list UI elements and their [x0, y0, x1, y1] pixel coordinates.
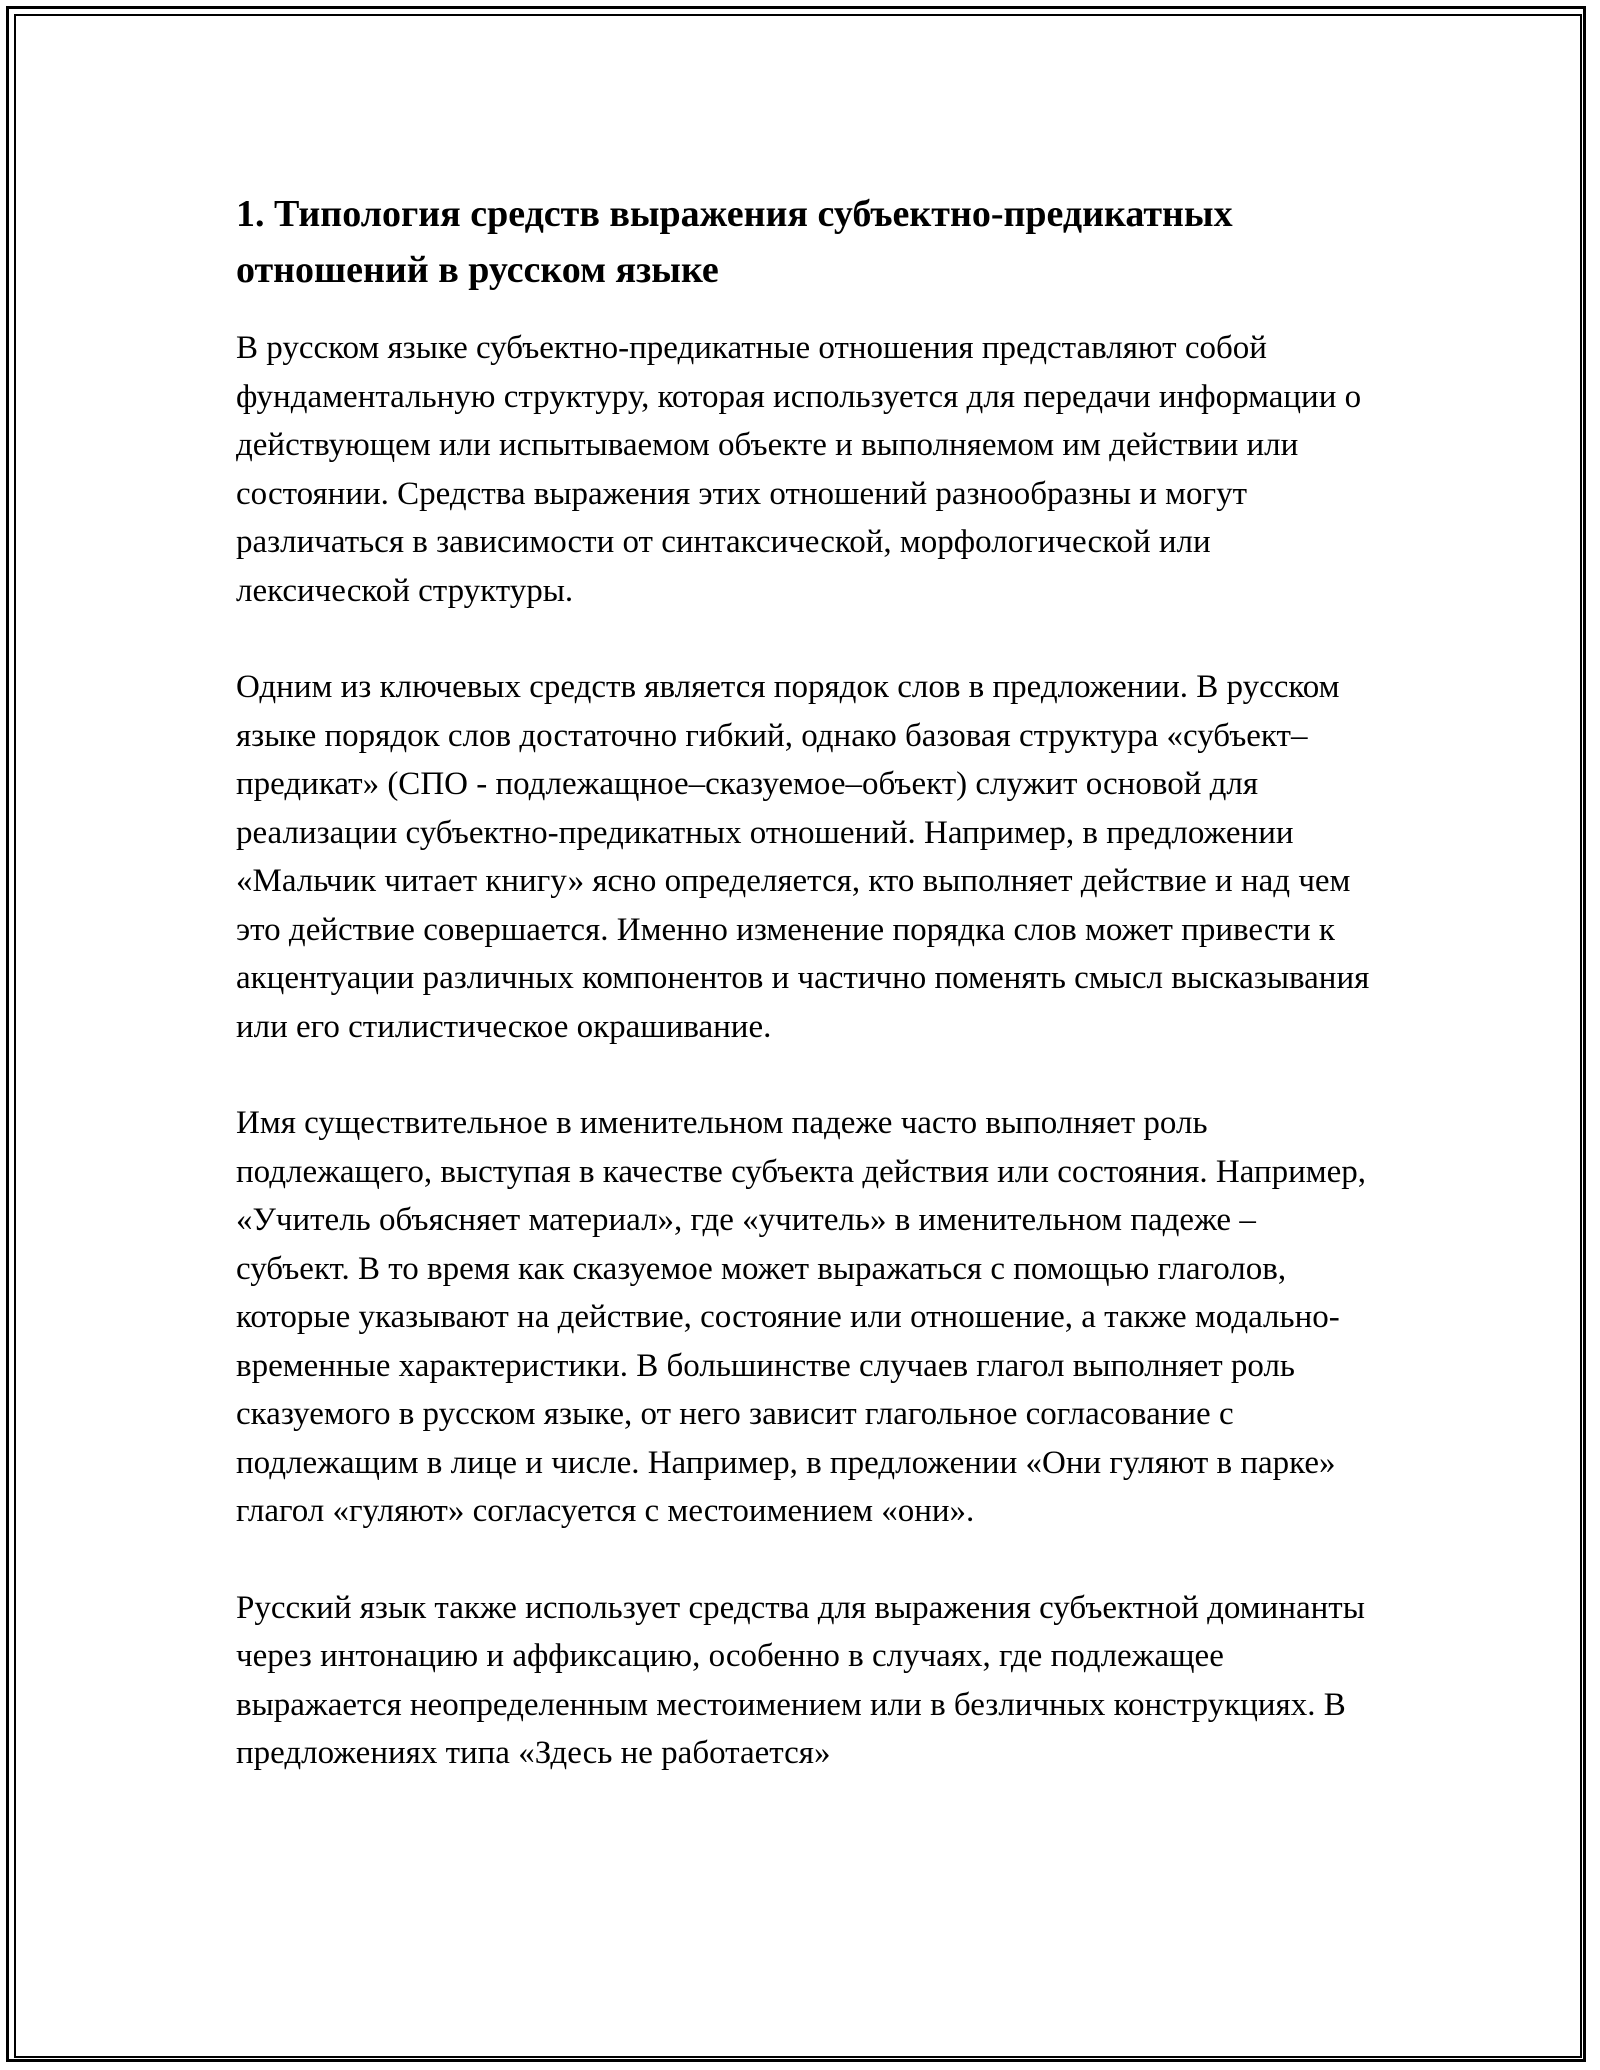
section-heading: 1. Типология средств выражения субъектно-предикатных отношений в русском языке [236, 193, 1233, 291]
paragraph-2: Одним из ключевых средств является порядок слов в предложении. В русском языке порядок слов достаточно гибкий, однако базовая структура «субъект–предикат» (СПО - подлежащное–сказуемое–объект) служит основой для реализации субъектно-предикатных отношений. Например, в предложении «Мальчик читает книгу» ясно определяется, кто выполняет действие и над чем это действие совершается. Именно изменение порядка слов может привести к акцентуации различных компонентов и частично поменять смысл высказывания или его стилистическое окрашивание. [236, 669, 1370, 1045]
paragraph-4: Русский язык также использует средства для выражения субъектной доминанты через интонацию и аффиксацию, особенно в случаях, где подлежащее выражается неопределенным местоимением или в безличных конструкциях. В предложениях типа «Здесь не работается» [236, 1589, 1365, 1771]
document-body [236, 186, 1376, 1826]
paragraph-1: В русском языке субъектно-предикатные отношения представляют собой фундаментальную структуру, которая используется для передачи информации о действующем или испытываемом объекте и выполняемом им действии или состоянии. Средства выражения этих отношений разнообразны и могут различаться в зависимости от синтаксической, морфологической или лексической структуры. [236, 330, 1362, 609]
paragraph-3: Имя существительное в именительном падеже часто выполняет роль подлежащего, выступая в качестве субъекта действия или состояния. Например, «Учитель объясняет материал», где «учитель» в именительном падеже – субъект. В то время как сказуемое может выражаться с помощью глаголов, которые указывают на действие, состояние или отношение, а также модально-временные характеристики. В большинстве случаев глагол выполняет роль сказуемого в русском языке, от него зависит глагольное согласование с подлежащим в лице и числе. Например, в предложении «Они гуляют в парке» глагол «гуляют» согласуется с местоимением «они». [236, 1105, 1367, 1529]
